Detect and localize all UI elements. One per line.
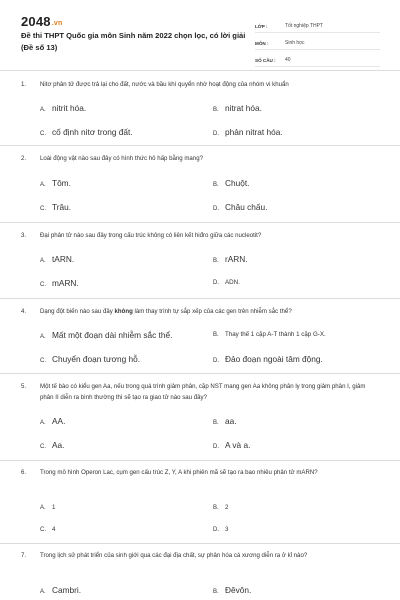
option-letter: A. xyxy=(40,182,46,188)
question-text: Loài động vật nào sau đây có hình thức hô hấp bằng mang? xyxy=(40,155,203,162)
option-letter: C. xyxy=(40,444,46,450)
option-c[interactable] xyxy=(40,354,140,364)
option-c[interactable] xyxy=(40,440,64,450)
option-c[interactable] xyxy=(40,278,79,288)
option-text: 2 xyxy=(225,504,229,511)
option-letter: B. xyxy=(213,332,219,338)
option-letter: C. xyxy=(40,131,46,137)
option-letter: B. xyxy=(213,589,219,595)
option-letter: B. xyxy=(213,420,219,426)
divider xyxy=(0,543,400,544)
option-text: Thay thế 1 cặp A-T thành 1 cặp G-X. xyxy=(225,331,326,338)
option-letter: C. xyxy=(40,527,46,533)
stem-emphasis: không xyxy=(114,308,133,315)
option-letter: B. xyxy=(213,505,219,511)
option-c[interactable] xyxy=(40,202,71,212)
option-d[interactable] xyxy=(213,354,323,364)
stem-part: làm thay trình tự sắp xếp của các gen trên nhiễm sắc thể? xyxy=(132,308,292,315)
option-text: phản nitrat hóa. xyxy=(225,127,283,137)
option-text: Chuột. xyxy=(225,178,250,188)
divider xyxy=(0,222,400,223)
option-d[interactable] xyxy=(213,127,283,137)
option-letter: A. xyxy=(40,258,46,264)
question-stem xyxy=(21,306,376,317)
option-text: 3 xyxy=(225,526,229,533)
meta-row-class xyxy=(255,16,380,33)
option-a[interactable] xyxy=(40,330,172,340)
stem-part: Dạng đột biến nào sau đây xyxy=(40,308,115,315)
option-a[interactable] xyxy=(40,504,55,511)
meta-key: SỐ CÂU : xyxy=(255,58,276,63)
option-text: Aa. xyxy=(52,440,65,450)
question-stem xyxy=(21,153,376,164)
option-text: Mất một đoạn dài nhiễm sắc thể. xyxy=(52,330,173,340)
question-number: 2. xyxy=(21,155,27,162)
option-text: nitrit hóa. xyxy=(52,103,87,113)
option-text: tARN. xyxy=(52,254,75,264)
question-text: Đại phân tử nào sau đây trong cấu trúc không có liên kết hiđro giữa các nucleotit? xyxy=(40,232,262,239)
option-b[interactable] xyxy=(213,178,249,188)
option-text: mARN. xyxy=(52,278,79,288)
option-a[interactable] xyxy=(40,585,81,595)
option-d[interactable] xyxy=(213,440,250,450)
exam-title: Đề thi THPT Quốc gia môn Sinh năm 2022 chọn lọc, có lời giải (Đề số 13) xyxy=(21,31,246,52)
option-c[interactable] xyxy=(40,526,55,533)
divider xyxy=(0,460,400,461)
question-text xyxy=(40,306,376,317)
logo-suffix: .vn xyxy=(51,20,63,27)
question-number: 5. xyxy=(21,383,27,390)
option-letter: A. xyxy=(40,589,46,595)
option-letter: B. xyxy=(213,258,219,264)
question-text: Nitơ phân tử được trả lại cho đất, nước và bầu khí quyển nhờ hoạt động của nhóm vi khuẩn xyxy=(40,81,289,88)
option-letter: D. xyxy=(213,527,219,533)
option-letter: D. xyxy=(213,280,219,286)
question-stem xyxy=(21,230,376,241)
option-b[interactable] xyxy=(213,254,248,264)
option-text: ADN. xyxy=(225,279,240,286)
option-letter: A. xyxy=(40,420,46,426)
option-b[interactable] xyxy=(213,103,262,113)
option-text: aa. xyxy=(225,416,237,426)
option-b[interactable] xyxy=(213,331,326,338)
site-logo[interactable] xyxy=(21,14,62,29)
option-d[interactable] xyxy=(213,279,240,286)
question-number: 6. xyxy=(21,469,27,476)
divider xyxy=(0,373,400,374)
exam-meta xyxy=(255,16,380,67)
question-text: Trong mô hình Operon Lac, cụm gen cấu trúc Z, Y, A khi phiên mã sẽ tạo ra bao nhiêu phân tử mARN? xyxy=(40,469,318,476)
option-text: 1 xyxy=(52,504,56,511)
option-text: nitrat hóa. xyxy=(225,103,262,113)
option-letter: D. xyxy=(213,131,219,137)
option-a[interactable] xyxy=(40,416,65,426)
meta-key: MÔN : xyxy=(255,41,269,46)
question-text: Một tế bào có kiểu gen Aa, nếu trong quá trình giảm phân, cặp NST mang gen Aa không phân ly trong giảm phân I, giảm phân II diễn ra bình thường thì sẽ tạo ra giao tử nào sau đây? xyxy=(40,383,366,401)
question-number: 3. xyxy=(21,232,27,239)
logo-main: 2048 xyxy=(21,14,51,29)
meta-value: Tốt nghiệp THPT xyxy=(285,23,323,29)
option-text: Châu chấu. xyxy=(225,202,268,212)
divider xyxy=(0,70,400,71)
question-stem xyxy=(21,550,376,561)
option-letter: A. xyxy=(40,334,46,340)
option-b[interactable] xyxy=(213,504,228,511)
question-number: 1. xyxy=(21,81,27,88)
option-text: A và a. xyxy=(225,440,251,450)
option-d[interactable] xyxy=(213,202,267,212)
meta-value: Sinh học xyxy=(285,40,305,46)
option-text: Chuyển đoạn tương hỗ. xyxy=(52,354,141,364)
option-a[interactable] xyxy=(40,254,74,264)
option-text: cố định nitơ trong đất. xyxy=(52,127,133,137)
option-letter: B. xyxy=(213,107,219,113)
option-letter: C. xyxy=(40,206,46,212)
question-number: 4. xyxy=(21,308,27,315)
option-letter: D. xyxy=(213,444,219,450)
option-letter: B. xyxy=(213,182,219,188)
divider xyxy=(0,145,400,146)
option-b[interactable] xyxy=(213,585,251,595)
question-number: 7. xyxy=(21,552,27,559)
question-stem xyxy=(21,381,376,403)
meta-row-count xyxy=(255,50,380,67)
question-stem xyxy=(21,467,376,478)
option-text: 4 xyxy=(52,526,56,533)
option-letter: C. xyxy=(40,282,46,288)
option-text: rARN. xyxy=(225,254,248,264)
question-text: Trong lịch sử phát triển của sinh giới qua các đại địa chất, sự phân hóa cá xương diễn ra ở kỉ nào? xyxy=(40,552,308,559)
meta-key: LỚP : xyxy=(255,24,268,29)
option-d[interactable] xyxy=(213,526,228,533)
option-text: Tôm. xyxy=(52,178,71,188)
option-letter: D. xyxy=(213,206,219,212)
option-text: Trâu. xyxy=(52,202,72,212)
option-letter: C. xyxy=(40,358,46,364)
divider xyxy=(0,298,400,299)
option-text: Đảo đoạn ngoài tâm động. xyxy=(225,354,323,364)
option-text: Cambri. xyxy=(52,585,82,595)
option-letter: A. xyxy=(40,107,46,113)
option-c[interactable] xyxy=(40,127,133,137)
option-a[interactable] xyxy=(40,178,71,188)
option-letter: D. xyxy=(213,358,219,364)
option-a[interactable] xyxy=(40,103,86,113)
meta-row-subject xyxy=(255,33,380,50)
exam-header xyxy=(0,0,400,62)
meta-value: 40 xyxy=(285,57,291,63)
option-letter: A. xyxy=(40,505,46,511)
option-text: Đêvôn. xyxy=(225,585,252,595)
option-text: AA. xyxy=(52,416,66,426)
option-b[interactable] xyxy=(213,416,237,426)
question-stem xyxy=(21,79,376,90)
